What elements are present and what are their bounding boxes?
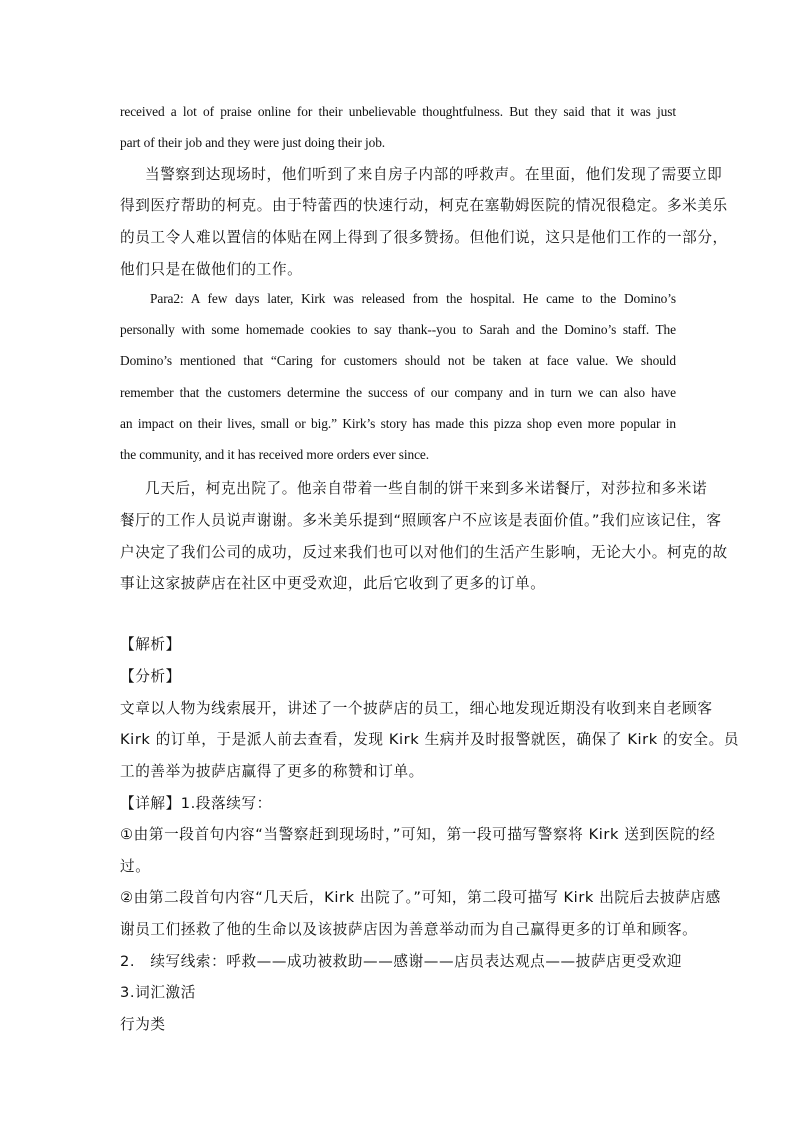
text-line: 事让这家披萨店在社区中更受欢迎，此后它收到了更多的订单。 xyxy=(120,575,546,592)
text-line: 过。 xyxy=(120,858,151,875)
text-line: received a lot of praise online for their unbelievable thoughtfulness. But they said that it was just xyxy=(120,104,676,119)
text-line: Para2: A few days later, Kirk was released from the hospital. He came to the Domino’s xyxy=(150,291,676,306)
text-line: 当警察到达现场时，他们听到了来自房子内部的呼救声。在里面，他们发现了需要立即 xyxy=(145,166,723,183)
section-heading-jiexi: 【解析】 xyxy=(120,636,181,653)
text-line: 谢员工们拯救了他的生命以及该披萨店因为善意举动而为自己赢得更多的订单和顾客。 xyxy=(120,921,698,938)
section-heading-fenxi: 【分析】 xyxy=(120,668,181,685)
text-line: 3.词汇激活 xyxy=(120,984,196,1001)
text-line: personally with some homemade cookies to say thank--you to Sarah and the Domino’s staff. The xyxy=(120,322,676,337)
text-line: ②由第二段首句内容“几天后，Kirk 出院了。”可知，第二段可描写 Kirk 出院后去披萨店感 xyxy=(120,889,721,906)
text-line: Kirk 的订单，于是派人前去查看，发现 Kirk 生病并及时报警就医，确保了 Kirk 的安全。员 xyxy=(120,731,740,748)
section-heading-xiangjie: 【详解】1.段落续写： xyxy=(120,795,272,812)
text-line: 得到医疗帮助的柯克。由于特蕾西的快速行动，柯克在塞勒姆医院的情况很稳定。多米美乐 xyxy=(120,197,728,214)
text-line: 2. 续写线索：呼救——成功被救助——感谢——店员表达观点——披萨店更受欢迎 xyxy=(120,953,683,970)
text-line: 户决定了我们公司的成功，反过来我们也可以对他们的生活产生影响，无论大小。柯克的故 xyxy=(120,544,728,561)
text-line: 的员工令人难以置信的体贴在网上得到了很多赞扬。但他们说，这只是他们工作的一部分， xyxy=(120,229,728,246)
text-line: ①由第一段首句内容“当警察赶到现场时，”可知，第一段可描写警察将 Kirk 送到医院的经 xyxy=(120,826,716,843)
text-line: 餐厅的工作人员说声谢谢。多米美乐提到“照顾客户不应该是表面价值。”我们应该记住，客 xyxy=(120,512,722,529)
text-line: remember that the customers determine the success of our company and in turn we can also have xyxy=(120,385,676,400)
text-line: 文章以人物为线索展开，讲述了一个披萨店的员工，细心地发现近期没有收到来自老顾客 xyxy=(120,700,713,717)
text-line: part of their job and they were just doing their job. xyxy=(120,135,386,150)
text-line: 几天后，柯克出院了。他亲自带着一些自制的饼干来到多米诺餐厅，对莎拉和多米诺 xyxy=(145,480,708,497)
text-line: an impact on their lives, small or big.” Kirk’s story has made this pizza shop even more popular in xyxy=(120,416,676,431)
text-line: the community, and it has received more orders ever since. xyxy=(120,447,430,462)
text-line: 工的善举为披萨店赢得了更多的称赞和订单。 xyxy=(120,763,424,780)
text-line: Domino’s mentioned that “Caring for customers should not be taken at face value. We should xyxy=(120,353,676,368)
text-line: 行为类 xyxy=(120,1016,166,1033)
text-line: 他们只是在做他们的工作。 xyxy=(120,261,303,278)
